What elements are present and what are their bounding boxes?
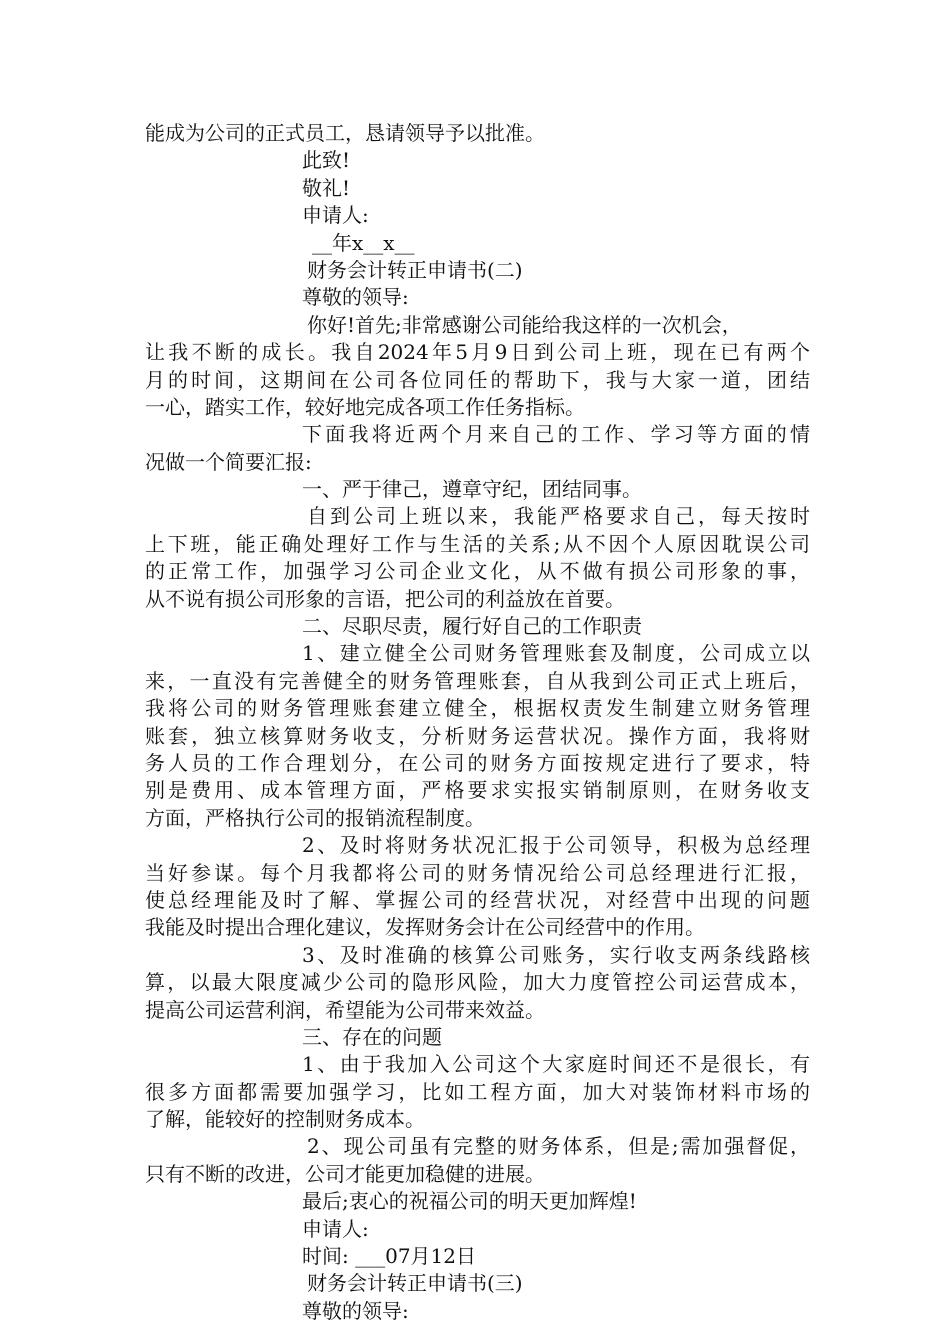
text-line: 二、尽职尽责，履行好自己的工作职责 xyxy=(302,614,642,639)
text-line: 3、及时准确的核算公司账务，实行收支两条线路核 xyxy=(302,942,810,967)
text-line: 尊敬的领导: xyxy=(302,285,409,310)
text-line: 从不说有损公司形象的言语，把公司的利益放在首要。 xyxy=(145,586,625,611)
text-line: 方面，严格执行公司的报销流程制度。 xyxy=(145,805,485,830)
text-line: 自到公司上班以来，我能严格要求自己，每天按时 xyxy=(307,504,810,529)
text-line: 账套，独立核算财务收支，分析财务运营状况。操作方面，我将财 xyxy=(145,723,810,748)
text-line: 2、及时将财务状况汇报于公司领导，积极为总经理 xyxy=(302,833,810,858)
text-line: 此致! xyxy=(302,148,351,173)
text-line: 况做一个简要汇报: xyxy=(145,449,312,474)
text-line: 提高公司运营利润，希望能为公司带来效益。 xyxy=(145,997,545,1022)
text-line: 你好!首先;非常感谢公司能给我这样的一次机会， xyxy=(307,312,742,337)
text-line: 下面我将近两个月来自己的工作、学习等方面的情 xyxy=(302,422,810,447)
text-line: 当好参谋。每个月我都将公司的财务情况给公司总经理进行汇报， xyxy=(145,860,810,885)
text-line: 最后;衷心的祝福公司的明天更加辉煌! xyxy=(302,1189,637,1214)
text-line: 我能及时提出合理化建议，发挥财务会计在公司经营中的作用。 xyxy=(145,915,705,940)
text-line: 财务会计转正申请书(二) xyxy=(307,257,523,282)
text-line: 申请人: xyxy=(302,1216,369,1241)
text-line: 很多方面都需要加强学习，比如工程方面，加大对装饰材料市场的 xyxy=(145,1079,810,1104)
text-line: 财务会计转正申请书(三) xyxy=(307,1271,523,1296)
text-line: 2、现公司虽有完整的财务体系，但是;需加强督促， xyxy=(307,1134,810,1159)
text-line: 时间: ___07月12日 xyxy=(302,1244,476,1269)
text-line: 了解，能较好的控制财务成本。 xyxy=(145,1107,425,1132)
text-line: 别是费用、成本管理方面，严格要求实报实销制原则，在财务收支 xyxy=(145,778,810,803)
text-line: 申请人: xyxy=(302,203,369,228)
text-line: 来，一直没有完善健全的财务管理账套，自从我到公司正式上班后， xyxy=(145,668,810,693)
text-line: 务人员的工作合理划分，在公司的财务方面按规定进行了要求，特 xyxy=(145,750,810,775)
text-line: 三、存在的问题 xyxy=(302,1024,442,1049)
text-line: 让我不断的成长。我自2024年5月9日到公司上班，现在已有两个 xyxy=(145,340,810,365)
text-line: 一心，踏实工作，较好地完成各项工作任务指标。 xyxy=(145,394,585,419)
text-line: 1、建立健全公司财务管理账套及制度，公司成立以 xyxy=(302,641,810,666)
text-line: 月的时间，这期间在公司各位同任的帮助下，我与大家一道，团结 xyxy=(145,367,810,392)
text-line: 使总经理能及时了解、掌握公司的经营状况，对经营中出现的问题 xyxy=(145,887,810,912)
text-line: 一、严于律己，遵章守纪，团结同事。 xyxy=(302,477,642,502)
text-line: __年x__x__ xyxy=(312,230,415,255)
text-line: 的正常工作，加强学习公司企业文化，从不做有损公司形象的事， xyxy=(145,559,810,584)
text-line: 算，以最大限度减少公司的隐形风险，加大力度管控公司运营成本， xyxy=(145,970,810,995)
text-line: 我将公司的财务管理账套建立健全，根据权责发生制建立财务管理 xyxy=(145,696,810,721)
text-line: 只有不断的改进，公司才能更加稳健的进展。 xyxy=(145,1161,545,1186)
text-line: 尊敬的领导: xyxy=(302,1298,409,1323)
text-line: 1、由于我加入公司这个大家庭时间还不是很长，有 xyxy=(302,1052,810,1077)
text-line: 上下班，能正确处理好工作与生活的关系;从不因个人原因耽误公司 xyxy=(145,531,810,556)
document-body xyxy=(145,120,810,1325)
text-line: 能成为公司的正式员工，恳请领导予以批准。 xyxy=(145,121,545,145)
text-line: 敬礼! xyxy=(302,175,351,200)
